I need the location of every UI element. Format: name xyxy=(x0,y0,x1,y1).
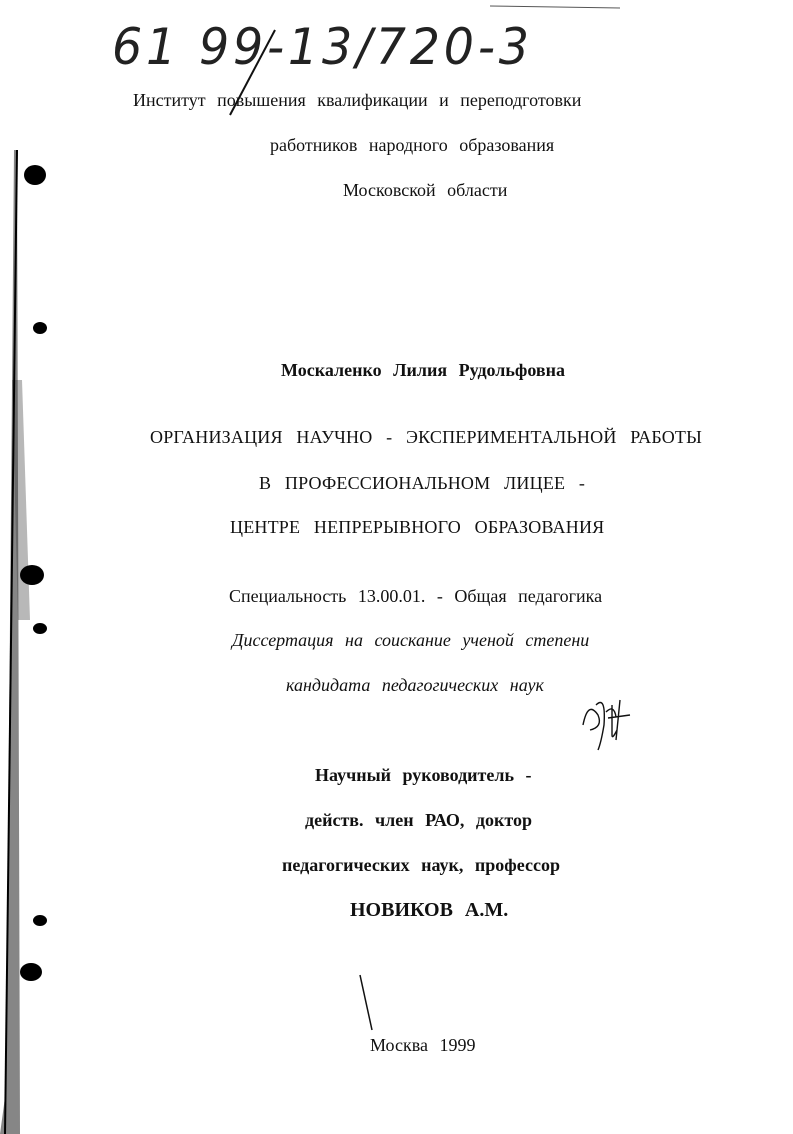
degree-line-2: кандидата педагогических наук xyxy=(286,675,544,695)
supervisor-line-2: действ. член РАО, доктор xyxy=(305,810,533,830)
binder-hole xyxy=(20,963,42,981)
author-name: Москаленко Лилия Рудольфовна xyxy=(281,360,566,380)
title-line-1: ОРГАНИЗАЦИЯ НАУЧНО - ЭКСПЕРИМЕНТАЛЬНОЙ РАБОТЫ xyxy=(150,427,703,447)
supervisor-line-1: Научный руководитель - xyxy=(315,765,532,785)
binder-hole xyxy=(33,623,47,634)
handwritten-inventory-number: 61 99-13/720-3 xyxy=(112,18,533,76)
supervisor-name: НОВИКОВ А.М. xyxy=(350,899,509,921)
binder-hole xyxy=(20,565,44,585)
signature xyxy=(583,700,630,750)
top-scan-line xyxy=(490,6,620,8)
title-line-2: В ПРОФЕССИОНАЛЬНОМ ЛИЦЕЕ - xyxy=(259,473,586,493)
specialty: Специальность 13.00.01. - Общая педагогика xyxy=(229,586,603,606)
institution-line-1: Институт повышения квалификации и переподготовки xyxy=(133,90,582,110)
supervisor-line-3: педагогических наук, профессор xyxy=(282,855,560,875)
institution-line-2: работников народного образования xyxy=(270,135,555,155)
title-line-3: ЦЕНТРЕ НЕПРЕРЫВНОГО ОБРАЗОВАНИЯ xyxy=(230,517,605,537)
binder-hole xyxy=(33,322,47,334)
pen-mark xyxy=(360,975,372,1030)
degree-line-1: Диссертация на соискание ученой степени xyxy=(232,630,590,650)
binder-hole xyxy=(24,165,46,185)
binder-hole xyxy=(33,915,47,926)
institution-line-3: Московской области xyxy=(343,180,508,200)
place-year: Москва 1999 xyxy=(370,1035,476,1055)
